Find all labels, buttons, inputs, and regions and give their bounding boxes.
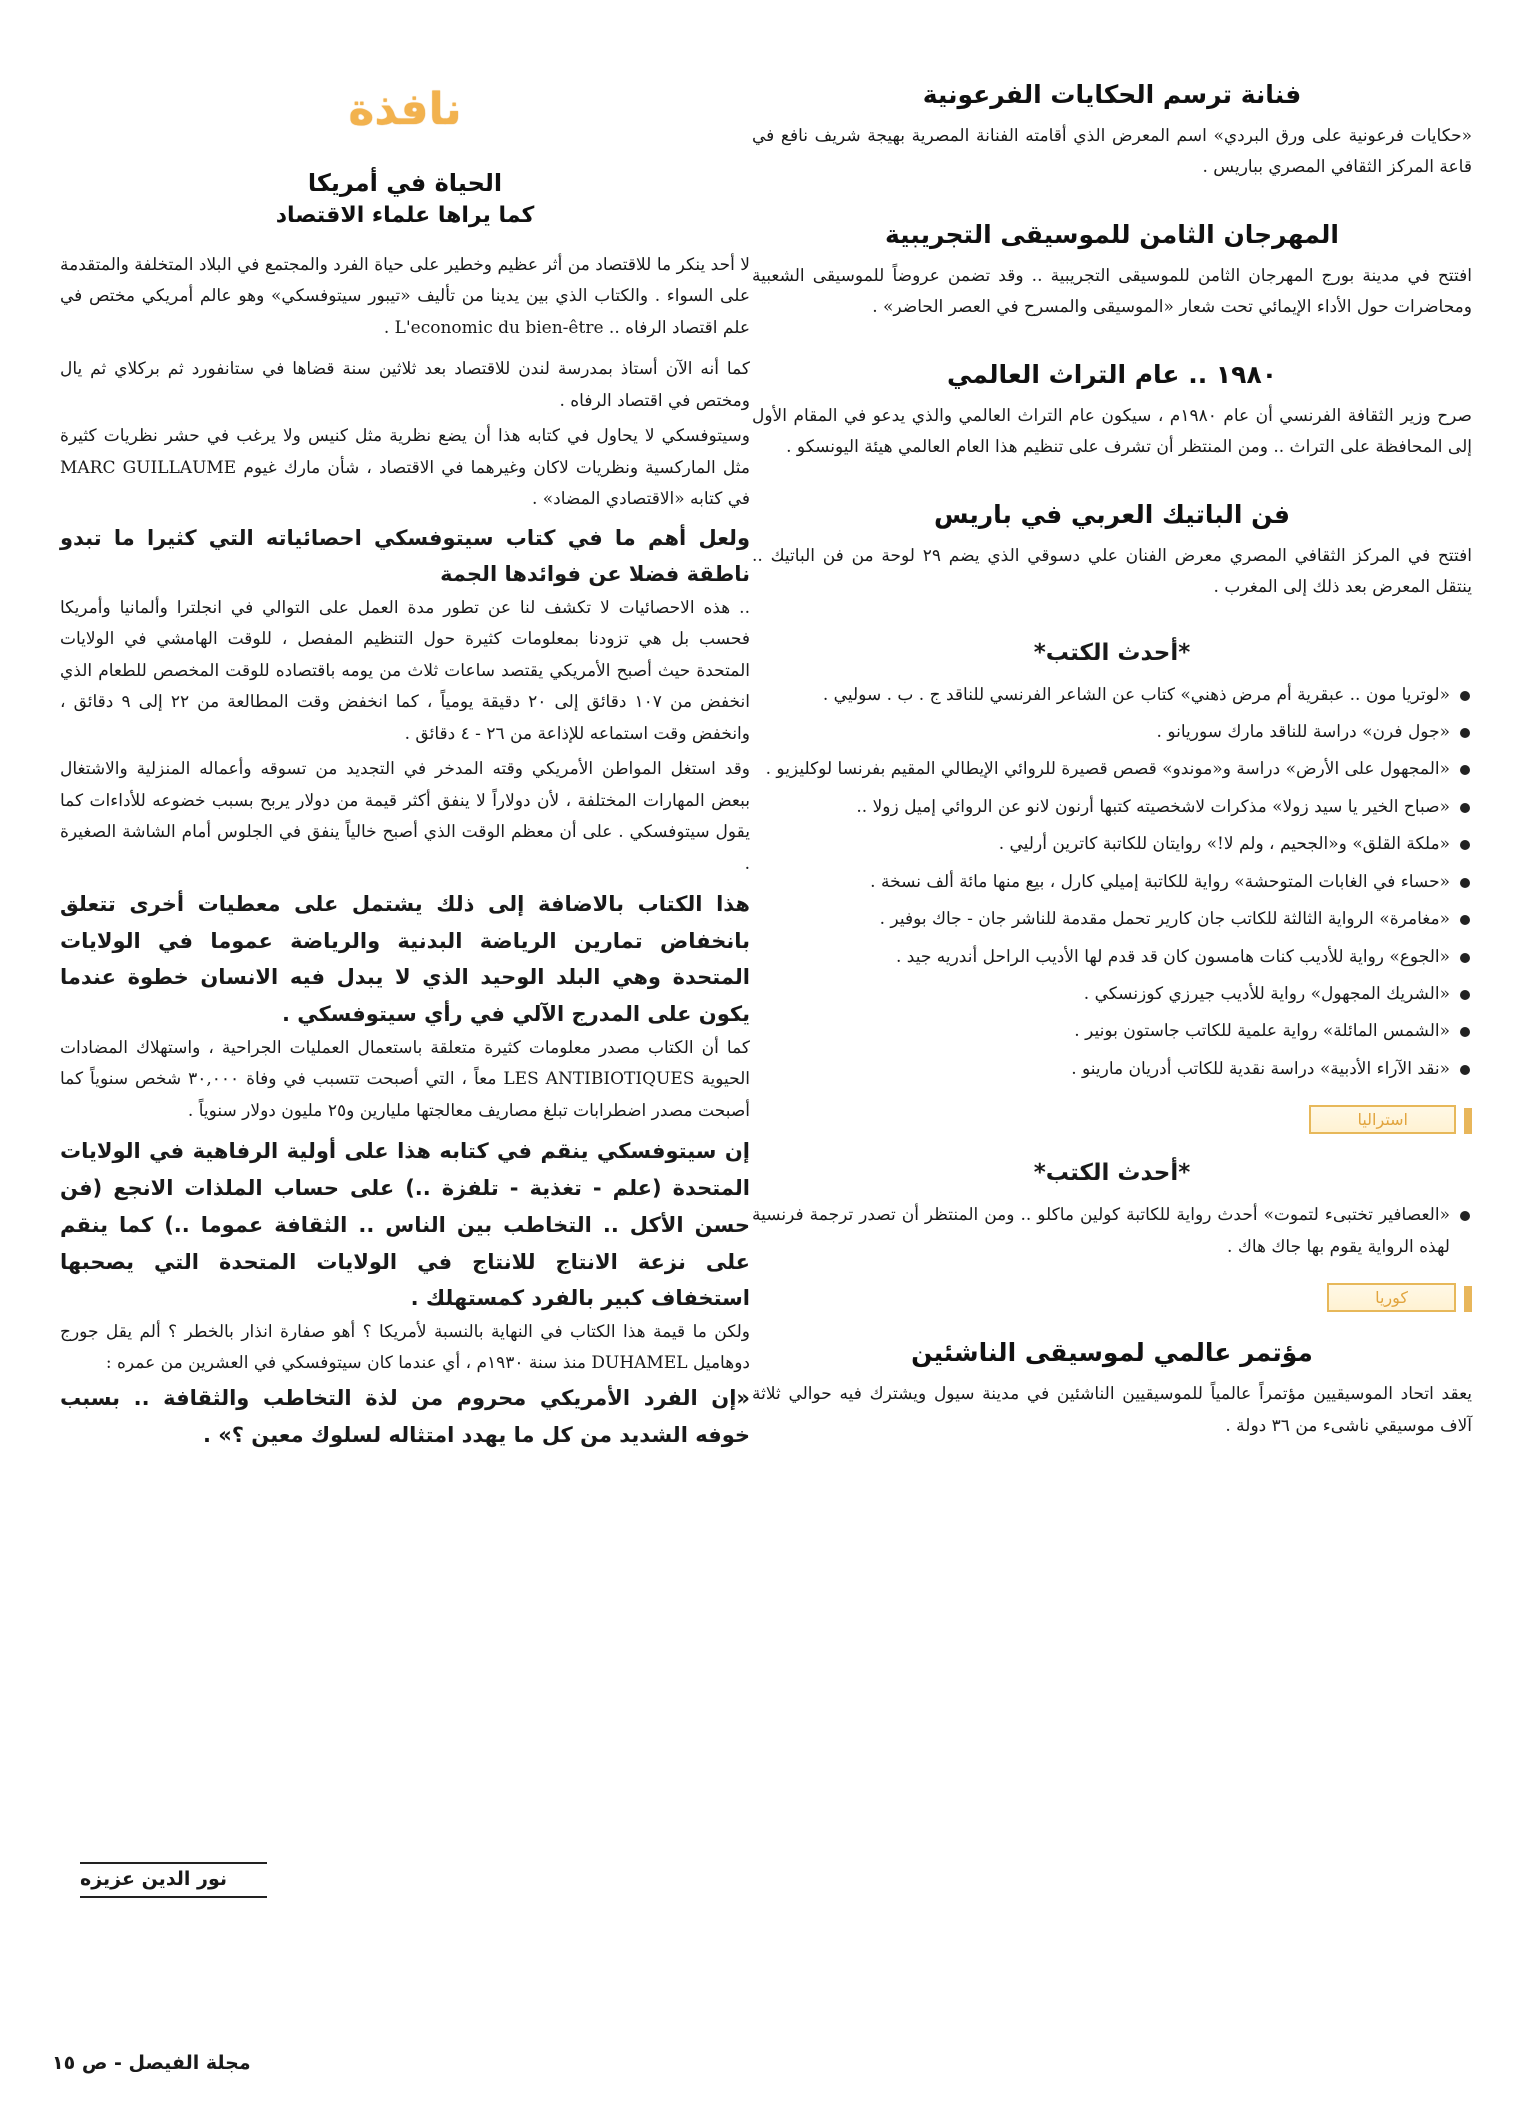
books-heading: *أحدث الكتب* (1033, 1160, 1191, 1187)
heading-festival: المهرجان الثامن للموسيقى التجريبية (885, 219, 1339, 249)
page-footer: مجلة الفيصل - ص ١٥ (52, 2052, 251, 2074)
section-tag-australia (752, 1105, 1472, 1134)
book-item: «العصافير تختبىء لتموت» أحدث رواية للكاتبة كولين ماكلو .. ومن المنتظر أن تصدر ترجمة فرنسية لهذه الرواية يقوم بها جاك هاك . (752, 1200, 1472, 1263)
book-item: «المجهول على الأرض» دراسة و«موندو» قصص قصيرة للروائي الإيطالي المقيم بفرنسا لوكليزيو . (752, 754, 1472, 785)
bold-paragraph: ولعل أهم ما في كتاب سيتوفسكي احصائياته التي كثيرا ما تبدو ناطقة فضلا عن فوائدها الجمة (60, 525, 750, 587)
paragraph: كما أن الكتاب مصدر معلومات كثيرة متعلقة باستعمال العمليات الجراحية ، واستهلاك المضادات الحيوية LES ANTIBIOTIQUES معاً ، التي أصبحت تتسبب في وفاة ٣٠,٠٠٠ شخص سنوياً كما أصبحت مصدر اضطرابات تبلغ مصاريف معالجتها مليارين و٢٥ مليون دولار سنوياً . (60, 1037, 750, 1121)
bold-paragraph: إن سيتوفسكي ينقم في كتابه هذا على أولية الرفاهية في الولايات المتحدة (علم - تغذية - تلفزة ..) على حساب الملذات الانجع (فن حسن الأكل .. التخاطب بين الناس .. الثقافة عموما ..) كما ينقم على نزعة الانتاج للانتاج في الولايات المتحدة التي يصحبها استخفاف كبير بالفرد كمستهلك . (60, 1139, 750, 1311)
book-item: «ملكة القلق» و«الجحيم ، ولم لا!» روايتان للكاتبة كاترين أرليي . (752, 829, 1472, 860)
book-item: «الشمس المائلة» رواية علمية للكاتب جاستون بونير . (752, 1016, 1472, 1047)
latest-books-australia (752, 1160, 1472, 1263)
paragraph: لا أحد ينكر ما للاقتصاد من أثر عظيم وخطير على حياة الفرد والمجتمع في البلاد المتخلفة والمتقدمة على السواء . والكتاب الذي بين يدينا من تأليف «تيبور سيتوفسكي» وهو عالم أمريكي مختص في علم اقتصاد الرفاه .. L'economic du bien-être . (60, 255, 750, 338)
body-festival: افتتح في مدينة بورج المهرجان الثامن للموسيقى التجريبية .. وقد تضمن عروضاً للموسيقى الشعبية ومحاضرات حول الأداء الإيمائي تحت شعار «الموسيقى والمسرح في العصر الحاضر» . (752, 265, 1472, 318)
tag-label: استراليا (1309, 1105, 1456, 1134)
bold-paragraph: «إن الفرد الأمريكي محروم من لذة التخاطب والثقافة .. بسبب خوفه الشديد من كل ما يهدد امتثاله لسلوك معين ؟» . (60, 1385, 750, 1447)
paragraph: كما أنه الآن أستاذ بمدرسة لندن للاقتصاد بعد ثلاثين سنة قضاها في ستانفورد ثم بركلاي ثم يال ومختص في اقتصاد الرفاه . (60, 359, 750, 411)
section-tag-korea (752, 1283, 1472, 1312)
bold-paragraph: هذا الكتاب بالاضافة إلى ذلك يشتمل على معطيات أخرى تتعلق بانخفاض تمارين الرياضة البدنية والرياضة عموما في الولايات المتحدة وهي البلد الوحيد الذي لا يبدل فيه الانسان خطوة عندما يكون على المدرج الآلي في رأي سيتوفسكي . (60, 891, 750, 1027)
article-korea-conference (752, 1338, 1472, 1442)
book-item: «جول فرن» دراسة للناقد مارك سوريانو . (752, 717, 1472, 748)
tag-marker (1464, 1286, 1472, 1312)
left-column (60, 80, 750, 1453)
heading-pharaonic: فنانة ترسم الحكايات الفرعونية (922, 80, 1302, 109)
right-column (752, 80, 1472, 1442)
book-item: «صباح الخير يا سيد زولا» مذكرات لاشخصيته كتبها أرنون لانو عن الروائي إميل زولا .. (752, 792, 1472, 823)
book-item: «نقد الآراء الأدبية» دراسة نقدية للكاتب أدريان مارينو . (752, 1054, 1472, 1085)
article-batik (752, 500, 1472, 604)
author-signature: نور الدين عزيزه (80, 1862, 267, 1898)
body-pharaonic: «حكايات فرعونية على ورق البردي» اسم المعرض الذي أقامته الفنانة المصرية بهيجة شريف نافع في قاعة المركز الثقافي المصري بباريس . (752, 126, 1472, 178)
paragraph: وسيتوفسكي لا يحاول في كتابه هذا أن يضع نظرية مثل كنيس ولا يرغب في حشر نظريات كثيرة مثل الماركسية ونظريات لاكان وغيرهما في الاقتصاد ، شأن مارك غيوم MARC GUILLAUME في كتابه «الاقتصادي المضاد» . (60, 426, 750, 510)
body-batik: افتتح في المركز الثقافي المصري معرض الفنان علي دسوقي الذي يضم ٢٩ لوحة من فن الباتيك .. ينتقل المعرض بعد ذلك إلى المغرب . (752, 545, 1472, 598)
paragraph: ولكن ما قيمة هذا الكتاب في النهاية بالنسبة لأمريكا ؟ أهو صفارة انذار بالخطر ؟ ألم يقل جورج دوهاميل DUHAMEL منذ سنة ١٩٣٠م ، أي عندما كان سيتوفسكي في العشرين من عمره : (60, 1322, 750, 1374)
article-pharaonic (752, 80, 1472, 184)
heading-heritage: ١٩٨٠ .. عام التراث العالمي (947, 359, 1277, 389)
article-heritage (752, 360, 1472, 464)
books-heading: *أحدث الكتب* (1033, 639, 1191, 666)
article-subtitle: كما يراها علماء الاقتصاد (275, 203, 535, 228)
book-item: «مغامرة» الرواية الثالثة للكاتب جان كارير تحمل مقدمة للناشر جان - جاك بوفير . (752, 904, 1472, 935)
book-item: «لوتريا مون .. عبقرية أم مرض ذهني» كتاب عن الشاعر الفرنسي للناقد ج . ب . سوليي . (752, 680, 1472, 711)
body-korea: يعقد اتحاد الموسيقيين مؤتمراً عالمياً للموسيقيين الناشئين في مدينة سيول ويشترك فيه حوالي ثلاثة آلاف موسيقي ناشىء من ٣٦ دولة . (752, 1384, 1472, 1436)
tag-marker (1464, 1108, 1472, 1134)
tag-label: كوريا (1327, 1283, 1456, 1312)
paragraph: وقد استغل المواطن الأمريكي وقته المدخر في التجديد من تسوقه وأعماله المنزلية والاشتغال ببعض المهارات المختلفة ، لأن دولاراً لا ينفق أكثر قيمة من دولار يربح بسبب خضوعه للأداءات كما يقول سيتوفسكي . على أن معظم الوقت الذي أصبح خالياً ينفق في الجلوس أمام الشاشة الصغيرة . (60, 759, 750, 874)
book-item: «حساء في الغابات المتوحشة» رواية للكاتبة إميلي كارل ، بيع منها مائة ألف نسخة . (752, 867, 1472, 898)
nafidha-logo: نافذة (348, 84, 462, 135)
book-item: «الشريك المجهول» رواية للأديب جيرزي كوزنسكي . (752, 979, 1472, 1010)
book-item: «الجوع» رواية للأديب كنات هامسون كان قد قدم لها الأديب الراحل أندريه جيد . (752, 942, 1472, 973)
paragraph: .. هذه الاحصائيات لا تكشف لنا عن تطور مدة العمل على التوالي في انجلترا وألمانيا وأمريكا فحسب بل هي تزودنا بمعلومات كثيرة حول التنظيم المفصل ، للوقت الهامشي في الولايات المتحدة حيث أصبح الأمريكي يقتصد ساعات ثلاث من يومه باقتصاده للوقت المخصص للطعام الذي انخفض من ١٠٧ دقائق إلى ٢٠ دقيقة يومياً ، كما انخفض وقت المطالعة من ٢٢ إلى ٩ دقائق ، وانخفض وقت استماعه للإذاعة من ٢٦ - ٤ دقائق . (60, 598, 750, 744)
body-heritage: صرح وزير الثقافة الفرنسي أن عام ١٩٨٠م ، سيكون عام التراث العالمي والذي يدعو في المقام الأول إلى المحافظة على التراث .. ومن المنتظر أن تشرف على تنظيم هذا العام العالمي هيئة اليونسكو . (752, 405, 1472, 458)
latest-books-france (752, 640, 1472, 1086)
article-title: الحياة في أمريكا (307, 169, 503, 197)
article-festival (752, 220, 1472, 324)
heading-batik: فن الباتيك العربي في باريس (934, 499, 1290, 529)
heading-korea: مؤتمر عالمي لموسيقى الناشئين (911, 1338, 1313, 1368)
